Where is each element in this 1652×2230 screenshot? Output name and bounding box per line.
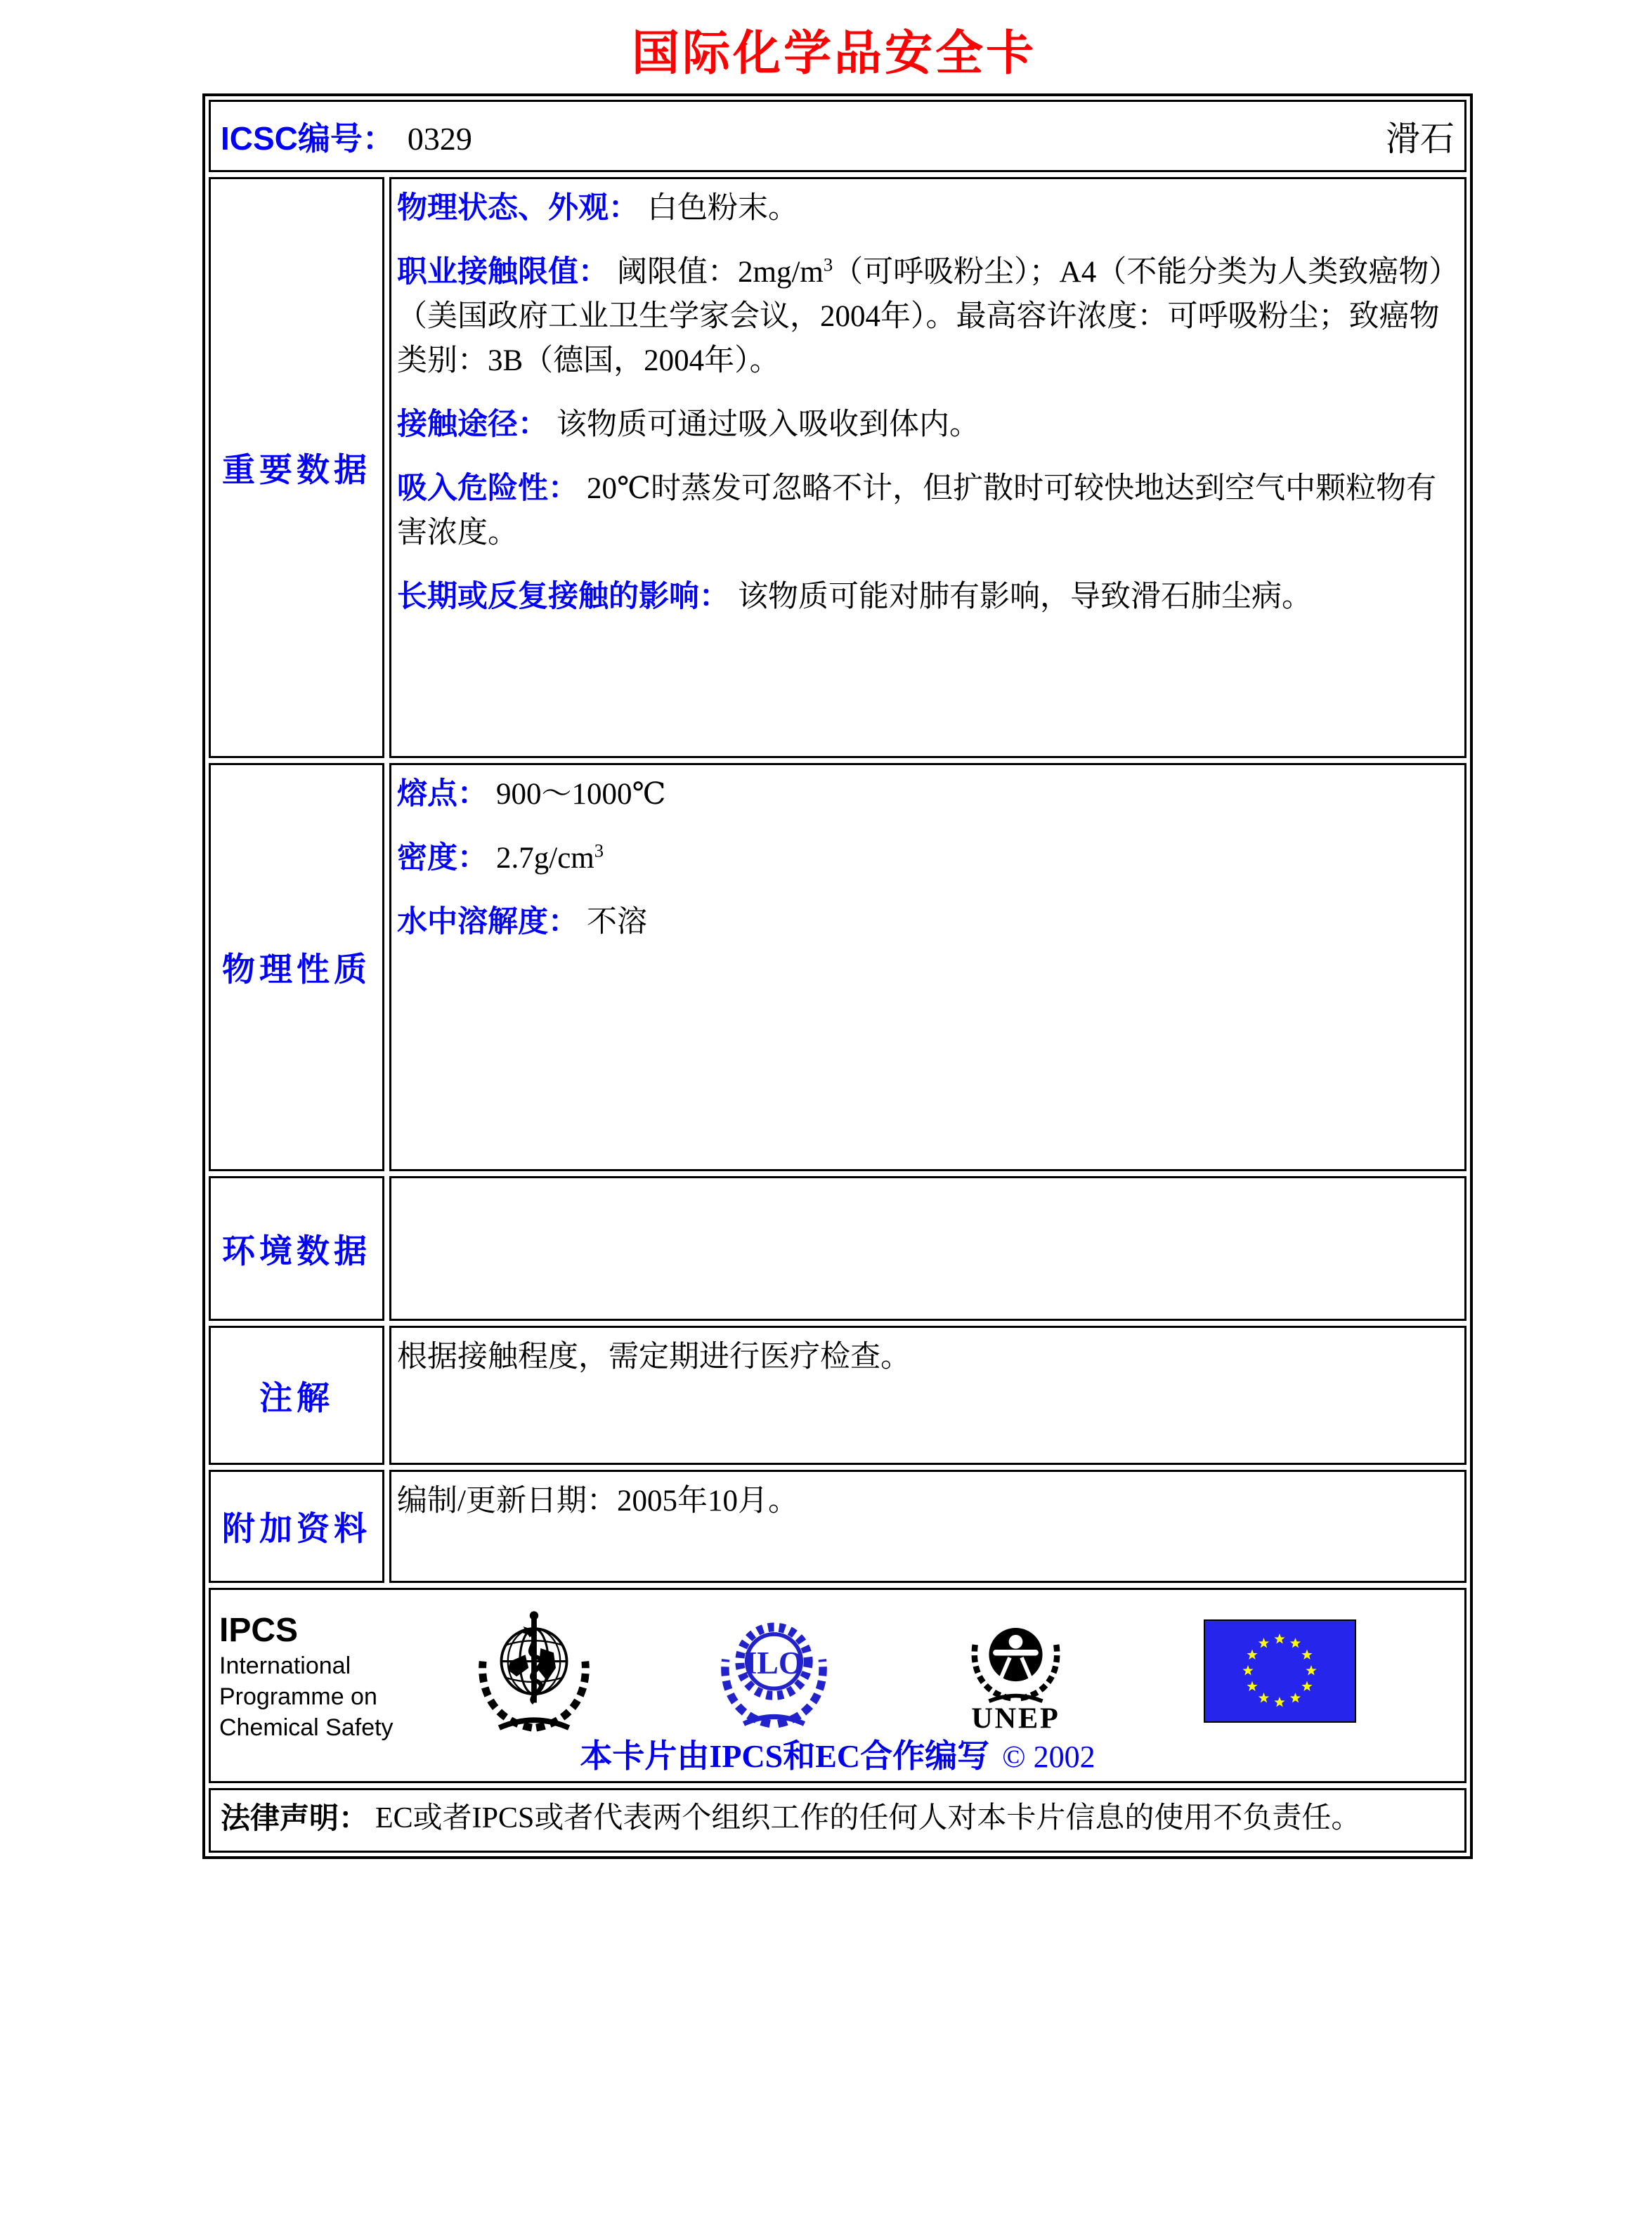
legal-notice-row [209, 1788, 1466, 1853]
environmental-data-content [389, 1176, 1466, 1321]
ilo-logo-icon [710, 1611, 838, 1732]
additional-info-label: 附加资料 [209, 1470, 384, 1583]
important-data-label: 重要数据 [209, 177, 384, 758]
eu-flag-icon [1204, 1619, 1356, 1723]
icsc-number-label: ICSC编号： [221, 119, 395, 157]
icsc-card-table [202, 93, 1473, 1859]
physical-properties-row [209, 763, 1466, 1171]
icsc-number-value: 0329 [407, 120, 472, 157]
additional-info-row [209, 1470, 1466, 1583]
chemical-name: 滑石 [1385, 119, 1455, 158]
logos-row [209, 1588, 1466, 1783]
notes-row [209, 1326, 1466, 1465]
additional-info-content: 编制/更新日期：2005年10月。 [389, 1470, 1466, 1583]
exposure-limits-paragraph: 职业接触限值： 阈限值：$2mg/m^3$（可呼吸粉尘）；A4（不能分类为人类致癌物）（美国政府工业卫生学家会议，2004年）。最高容许浓度：可呼吸粉尘；致癌物类别：3B（德国，2004年）。 [397, 254, 1444, 377]
legal-notice-label: 法律声明： [221, 1801, 369, 1834]
notes-content: 根据接触程度，需定期进行医疗检查。 [389, 1326, 1466, 1465]
ilo-logo-text: ILO [744, 1644, 804, 1681]
unep-logo-icon [961, 1604, 1070, 1739]
environmental-data-label: 环境数据 [209, 1176, 384, 1321]
unep-logo-text: UNEP [971, 1702, 1060, 1735]
who-logo-icon [469, 1603, 599, 1737]
header-row [209, 100, 1466, 172]
notes-label: 注解 [209, 1326, 384, 1465]
physical-properties-content [389, 763, 1466, 1171]
credit-text: 本卡片由IPCS和EC合作编写 [580, 1738, 990, 1774]
inhalation-risk-paragraph: 吸入危险性： 20℃时蒸发可忽略不计，但扩散时可较快地达到空气中颗粒物有害浓度。 [397, 471, 1437, 549]
important-data-row [209, 177, 1466, 758]
credit-line [211, 1730, 1464, 1777]
environmental-data-row [209, 1176, 1466, 1321]
page-title: 国际化学品安全卡 [631, 27, 1036, 80]
density: 密度： $2.7g/cm^3$ [397, 840, 604, 875]
physical-state-paragraph: 物理状态、外观： 白色粉末。 [397, 191, 798, 225]
icsc-number-group [221, 113, 472, 159]
legal-notice-text: EC或者IPCS或者代表两个组织工作的任何人对本卡片信息的使用不负责任。 [375, 1802, 1361, 1834]
exposure-routes-paragraph: 接触途径： 该物质可通过吸入吸收到体内。 [397, 407, 980, 441]
ipcs-title: IPCS [219, 1612, 299, 1649]
water-solubility: 水中溶解度： 不溶 [397, 905, 647, 939]
important-data-content [389, 177, 1466, 758]
long-term-effects-paragraph: 长期或反复接触的影响： 该物质可能对肺有影响，导致滑石肺尘病。 [397, 580, 1312, 613]
ipcs-text-block: IPCS International Programme on Chemical Safety [219, 1612, 394, 1741]
physical-properties-label: 物理性质 [209, 763, 384, 1171]
copyright-text: © 2002 [1002, 1740, 1095, 1774]
melting-point: 熔点： 900～1000℃ [397, 777, 666, 811]
